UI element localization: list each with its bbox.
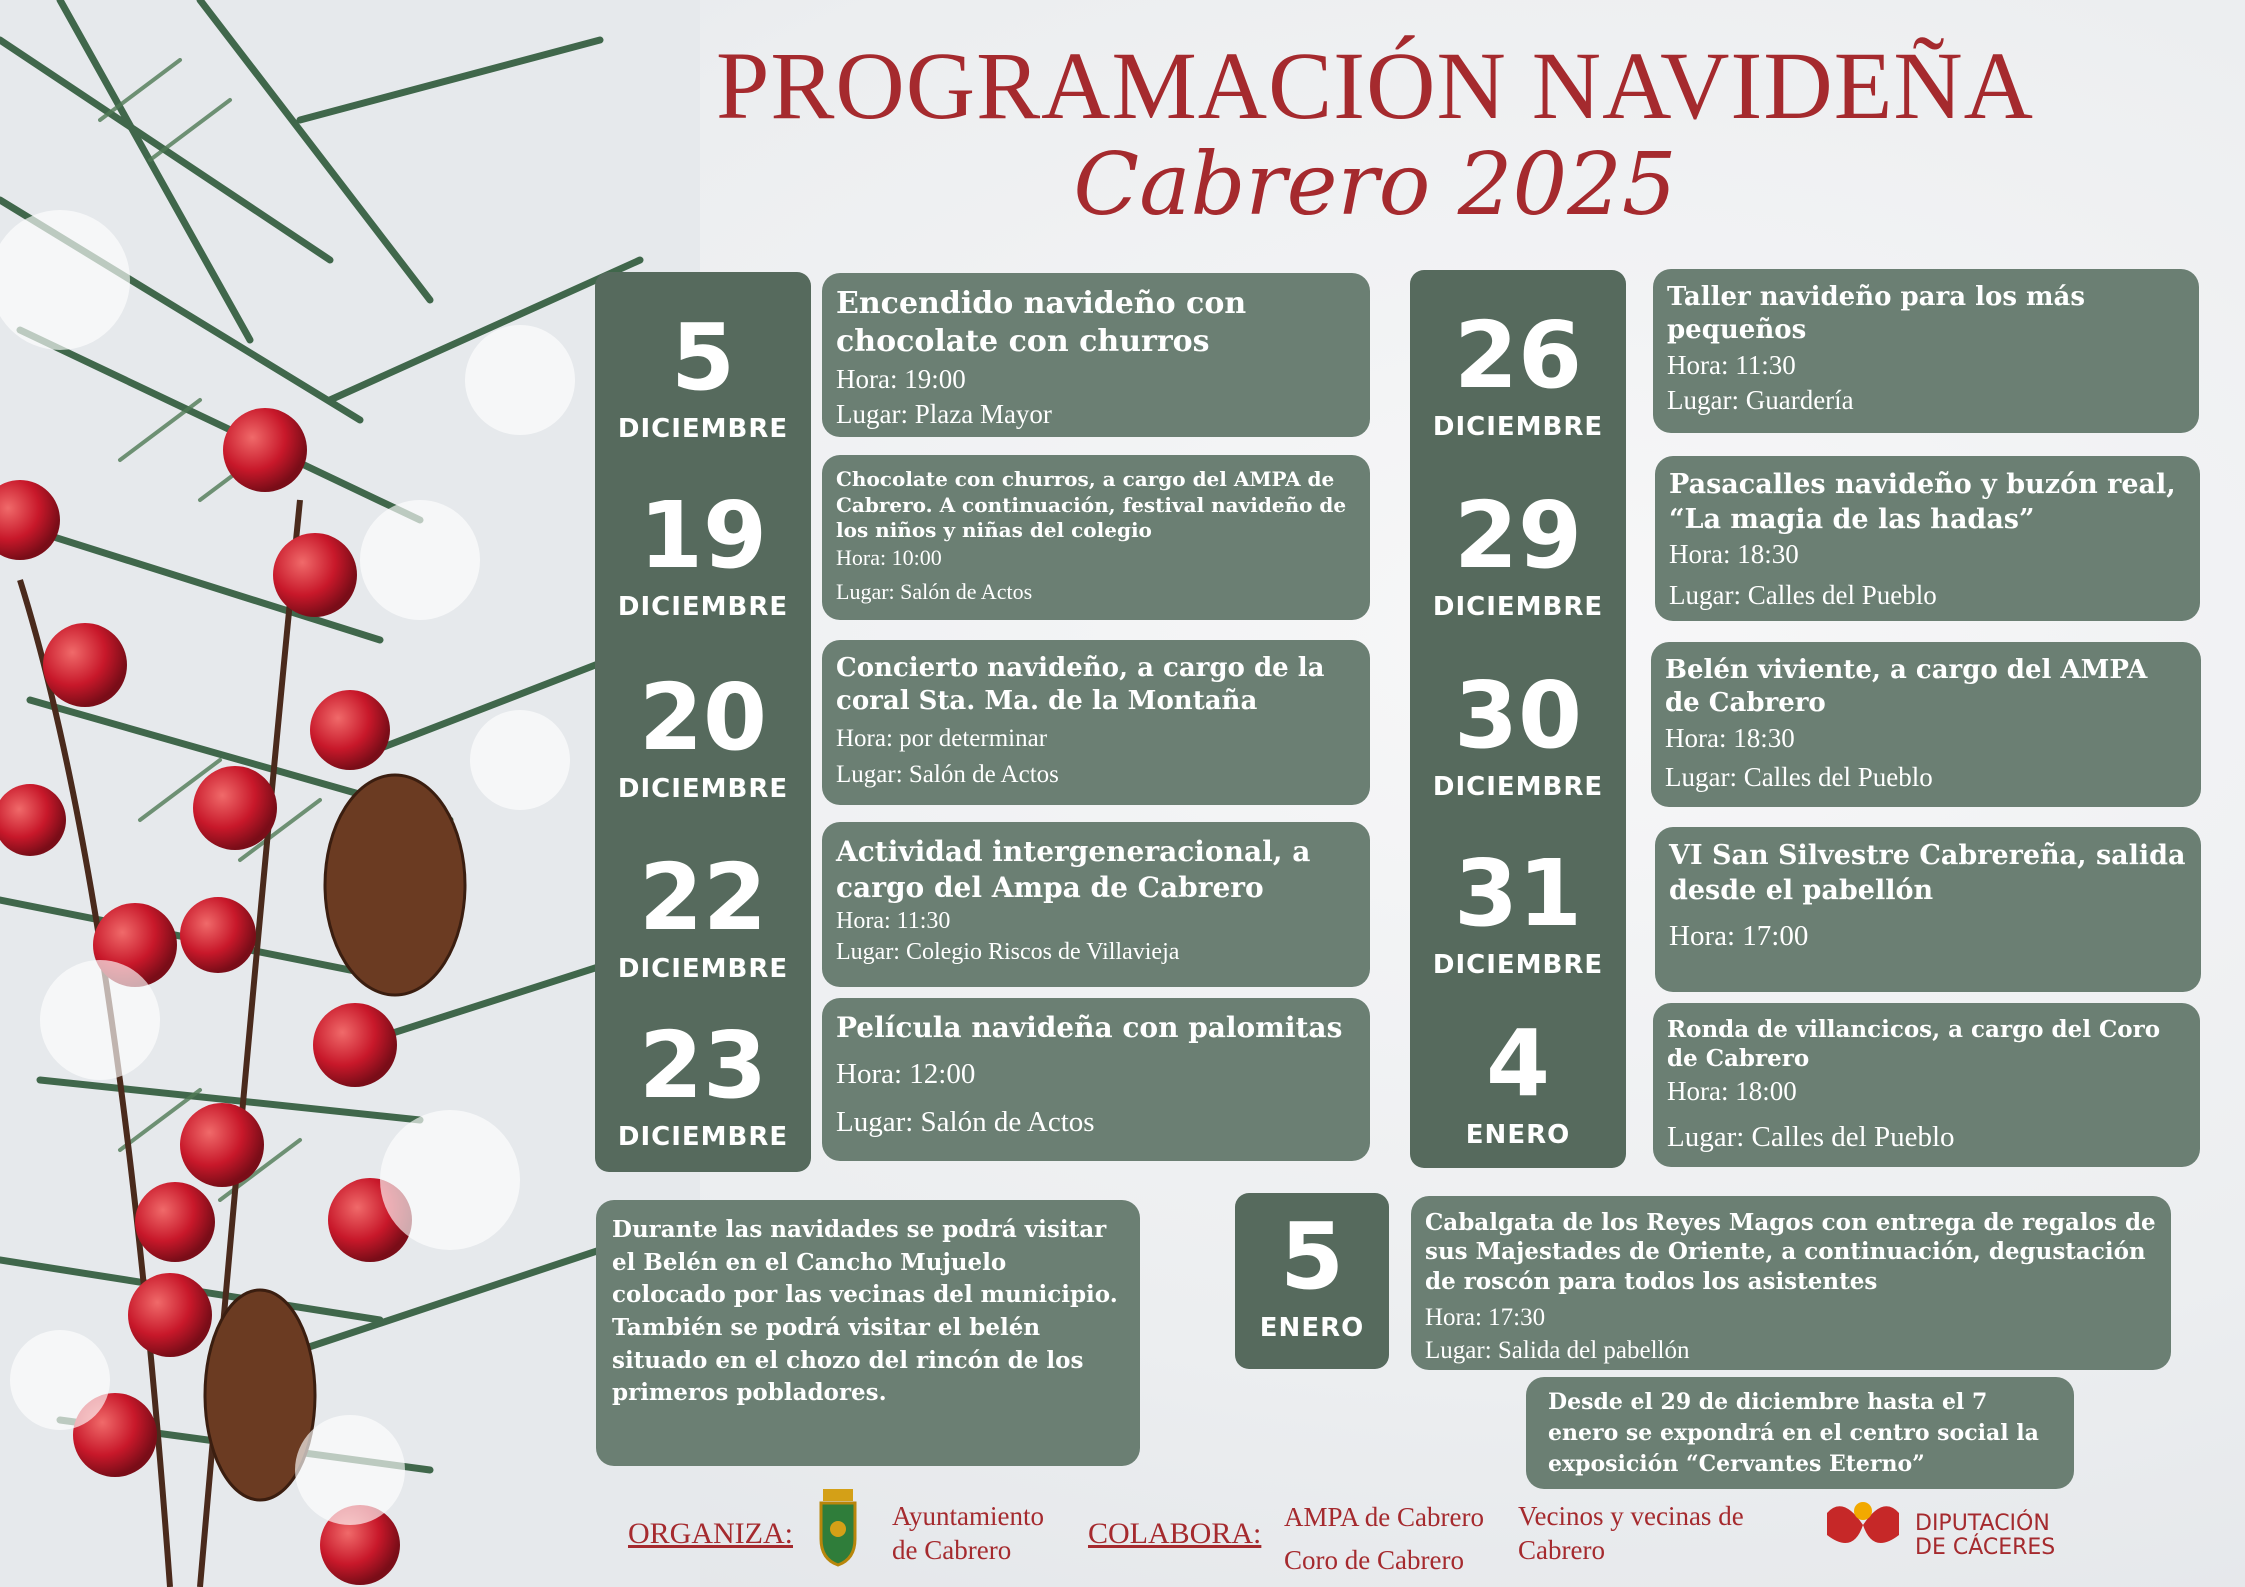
- date-block: [595, 664, 811, 804]
- exposition-notice: [1526, 1377, 2074, 1489]
- exposition-notice-text: Desde el 29 de diciembre hasta el 7 enero se expondrá en el centro social la exposición “Cervantes Eterno”: [1548, 1389, 2039, 1477]
- event-card: [1653, 269, 2199, 433]
- date-block: [1410, 662, 1626, 802]
- date-month: DICIEMBRE: [617, 954, 789, 984]
- event-card: [822, 273, 1370, 437]
- event-title: Belén viviente, a cargo del AMPA de Cabrero: [1665, 655, 2148, 719]
- event-card: [822, 822, 1370, 987]
- event-card: [822, 455, 1370, 620]
- date-block: [595, 304, 811, 444]
- coat-of-arms-icon: [813, 1487, 863, 1567]
- belen-notice: [596, 1200, 1140, 1466]
- date-number: 5: [670, 304, 735, 411]
- event-card: [1655, 827, 2201, 992]
- date-number: 31: [1453, 840, 1583, 947]
- event-card: [822, 640, 1370, 805]
- date-number: 30: [1453, 662, 1583, 769]
- diputacion-logo-icon: [1823, 1495, 1903, 1561]
- event-time: Hora: 11:30: [1667, 349, 1796, 380]
- event-title: Actividad intergeneracional, a cargo del Ampa de Cabrero: [836, 835, 1311, 904]
- date-block: [1235, 1203, 1389, 1343]
- date-month: DICIEMBRE: [617, 414, 789, 444]
- event-time: Hora: 18:30: [1665, 722, 1795, 753]
- ayuntamiento-name: [892, 1500, 1044, 1568]
- ayuntamiento-line2: de Cabrero: [892, 1534, 1012, 1565]
- date-month: ENERO: [1465, 1120, 1571, 1150]
- date-column-left: [595, 272, 811, 1172]
- event-title: VI San Silvestre Cabrereña, salida desde el pabellón: [1669, 840, 2186, 906]
- event-time: Hora: 12:00: [836, 1057, 976, 1090]
- date-month: DICIEMBRE: [1432, 950, 1604, 980]
- event-place: Lugar: Salón de Actos: [836, 761, 1059, 789]
- event-card: [1653, 1003, 2200, 1167]
- colaborador-ampa: AMPA de Cabrero: [1284, 1502, 1484, 1532]
- event-place: Lugar: Calles del Pueblo: [1665, 761, 1933, 792]
- page-subtitle: Cabrero 2025: [1073, 135, 1677, 235]
- event-title: Película navideña con palomitas: [836, 1011, 1343, 1044]
- colaborador-coro: Coro de Cabrero: [1284, 1545, 1464, 1576]
- diputacion-line1: DIPUTACIÓN: [1915, 1511, 2050, 1536]
- event-title: Pasacalles navideño y buzón real, “La magia de las hadas”: [1669, 469, 2176, 535]
- event-card: [822, 998, 1370, 1161]
- event-place: Lugar: Calles del Pueblo: [1669, 580, 1937, 611]
- page-title: PROGRAMACIÓN NAVIDEÑA: [716, 32, 2034, 139]
- date-month: DICIEMBRE: [1432, 772, 1604, 802]
- event-time: Hora: por determinar: [836, 724, 1048, 752]
- event-card: [1651, 642, 2201, 807]
- colaborador-vecinos-line2: Cabrero: [1518, 1534, 1605, 1565]
- event-title: Ronda de villancicos, a cargo del Coro de Cabrero: [1667, 1016, 2161, 1073]
- date-block: [1410, 482, 1626, 622]
- date-number: 5: [1279, 1203, 1344, 1310]
- event-time: Hora: 17:00: [1669, 920, 1809, 953]
- date-block: [595, 844, 811, 984]
- event-time: Hora: 19:00: [836, 363, 966, 394]
- belen-notice-text: Durante las navidades se podrá visitar el Belén en el Cancho Mujuelo colocado por las vecinas del municipio. También se podrá visitar el belén situado en el chozo del rincón de los primeros pobladores.: [612, 1216, 1118, 1407]
- event-place: Lugar: Colegio Riscos de Villavieja: [836, 938, 1180, 965]
- ayuntamiento-line1: Ayuntamiento: [892, 1501, 1044, 1531]
- date-month: ENERO: [1259, 1313, 1365, 1343]
- colaborador-vecinos-line1: Vecinos y vecinas de: [1518, 1501, 1744, 1531]
- date-month: DICIEMBRE: [617, 1122, 789, 1152]
- date-number: 26: [1453, 302, 1583, 409]
- date-number: 23: [638, 1012, 768, 1119]
- date-block: [595, 1012, 811, 1152]
- date-month: DICIEMBRE: [1432, 592, 1604, 622]
- event-card: [1411, 1196, 2171, 1370]
- event-time: Hora: 10:00: [836, 544, 942, 570]
- event-time: Hora: 17:30: [1425, 1304, 1546, 1332]
- date-number: 4: [1485, 1010, 1550, 1117]
- date-column-right: [1410, 270, 1626, 1168]
- date-block-jan5: [1235, 1193, 1389, 1369]
- colabora-label: COLABORA:: [1088, 1517, 1262, 1550]
- event-card: [1655, 456, 2200, 621]
- date-number: 29: [1453, 482, 1583, 589]
- event-title: Chocolate con churros, a cargo del AMPA de Cabrero. A continuación, festival navideño de los niños y niñas del colegio: [836, 467, 1347, 543]
- colabora-list: [1284, 1496, 1484, 1582]
- date-number: 20: [638, 664, 768, 771]
- date-month: DICIEMBRE: [617, 592, 789, 622]
- event-place: Lugar: Calles del Pueblo: [1667, 1120, 1955, 1153]
- event-place: Lugar: Guardería: [1667, 384, 1854, 415]
- colaborador-vecinos: [1518, 1500, 1744, 1568]
- event-title: Concierto navideño, a cargo de la coral Sta. Ma. de la Montaña: [836, 653, 1325, 717]
- date-number: 19: [638, 482, 768, 589]
- date-block: [1410, 840, 1626, 980]
- date-block: [1410, 302, 1626, 442]
- event-place: Lugar: Plaza Mayor: [836, 398, 1052, 429]
- date-block: [1410, 1010, 1626, 1150]
- organiza-label: ORGANIZA:: [628, 1517, 793, 1550]
- date-month: DICIEMBRE: [617, 774, 789, 804]
- event-title: Cabalgata de los Reyes Magos con entrega de regalos de sus Majestades de Oriente, a continuación, degustación de roscón para todos los asistentes: [1425, 1209, 2156, 1295]
- event-title: Taller navideño para los más pequeños: [1667, 282, 2086, 346]
- event-place: Lugar: Salón de Actos: [836, 1105, 1095, 1138]
- diputacion-name: [1915, 1512, 2055, 1560]
- date-block: [595, 482, 811, 622]
- event-time: Hora: 11:30: [836, 907, 951, 934]
- event-time: Hora: 18:30: [1669, 539, 1799, 570]
- diputacion-line2: DE CÁCERES: [1915, 1535, 2056, 1561]
- event-title: Encendido navideño con chocolate con churros: [836, 286, 1247, 360]
- date-month: DICIEMBRE: [1432, 412, 1604, 442]
- event-time: Hora: 18:00: [1667, 1075, 1797, 1106]
- event-place: Lugar: Salida del pabellón: [1425, 1336, 1690, 1364]
- event-place: Lugar: Salón de Actos: [836, 579, 1033, 605]
- date-number: 22: [638, 844, 768, 951]
